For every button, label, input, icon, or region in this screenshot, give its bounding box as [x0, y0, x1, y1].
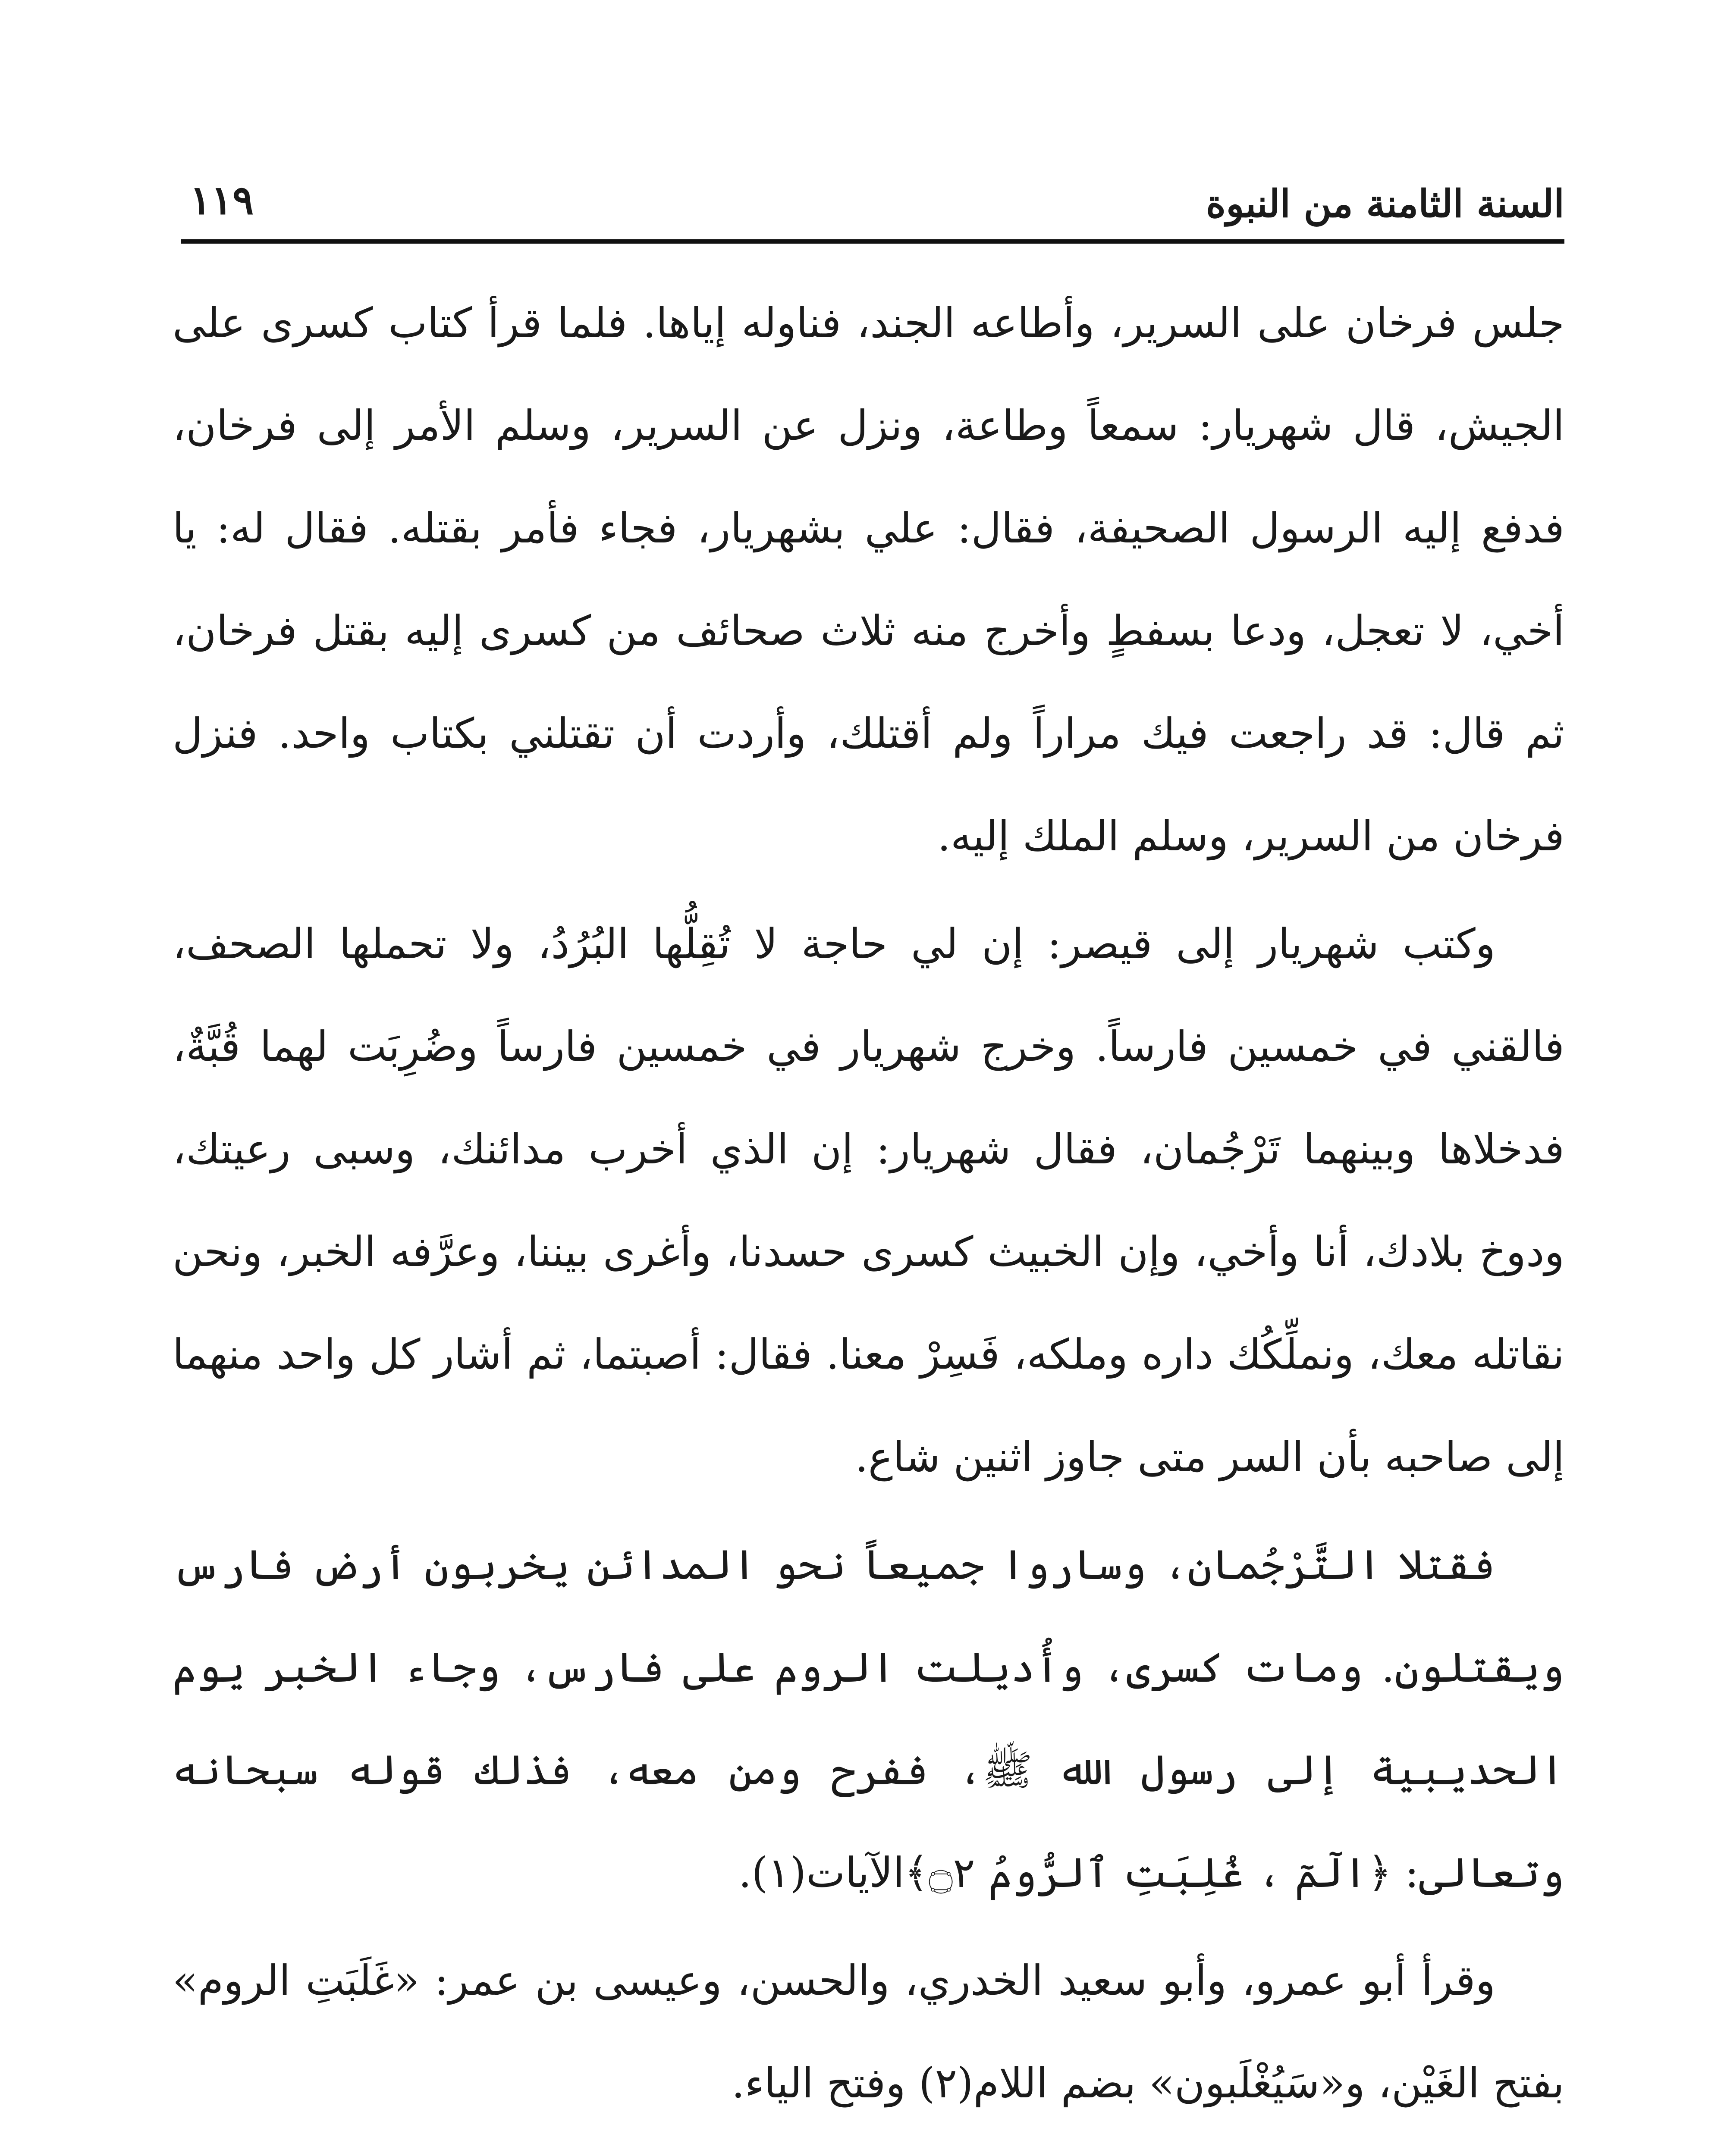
running-title: السنة الثامنة من النبوة — [1206, 181, 1564, 226]
paragraph-4: وقرأ أبو عمرو، وأبو سعيد الخدري، والحسن، وعيسى بن عمر: «غَلَبَتِ الروم» بفتح الغَيْن، و«سَيُغْلَبون» بضم اللام(٢) وفتح الياء. — [173, 1956, 1564, 2107]
paragraph-2: وكتب شهريار إلى قيصر: إن لي حاجة لا تُقِلُّها البُرُدُ، ولا تحملها الصحف، فالقني في خمسين فارساً. وخرج شهريار في خمسين فارساً وضُرِبَت لهما قُبَّةٌ، فدخلاها وبينهما تَرْجُمان، فقال شهريار: إن الذي أخرب مدائنك، وسبى رعيتك، ودوخ بلادك، أنا وأخي، وإن الخبيث كسرى حسدنا، وأغرى بيننا، وعرَّفه الخبر، ونحن نقاتله معك، ونملِّكُك داره وملكه، فَسِرْ معنا. فقال: أصبتما، ثم أشار كل واحد منهما إلى صاحبه بأن السر متى جاوز اثنين شاع. — [173, 920, 1565, 1481]
paragraph-3: فقتلا التَّرْجُمان، وساروا جميعاً نحو المدائن يخربون أرض فارس ويقتلون. ومات كسرى، وأُديلت الروم على فارس، وجاء الخبر يوم الحديبية إلى رسول الله ﷺ، ففرح ومن معه، فذلك قوله سبحانه وتعالى: ﴿الٓمٓ ، غُلِبَتِ ٱلرُّومُ ۝٢﴾الآيات(١). — [173, 1541, 1564, 1897]
page-header — [181, 155, 1564, 241]
paragraph-5 — [173, 2140, 1564, 2156]
main-text — [173, 272, 1564, 2156]
paragraph-1: جلس فرخان على السرير، وأطاعه الجند، فناوله إياها. فلما قرأ كتاب كسرى على الجيش، قال شهريار: سمعاً وطاعة، ونزل عن السرير، وسلم الأمر إلى فرخان، فدفع إليه الرسول الصحيفة، فقال: علي بشهريار، فجاء فأمر بقتله. فقال له: يا أخي، لا تعجل، ودعا بسفطٍ وأخرج منه ثلاث صحائف من كسرى إليه بقتل فرخان، ثم قال: قد راجعت فيك مراراً ولم أقتلك، وأردت أن تقتلني بكتاب واحد. فنزل فرخان من السرير، وسلم الملك إليه. — [173, 299, 1565, 860]
page-number: ١١٩ — [190, 177, 254, 223]
header-rule — [181, 239, 1564, 244]
